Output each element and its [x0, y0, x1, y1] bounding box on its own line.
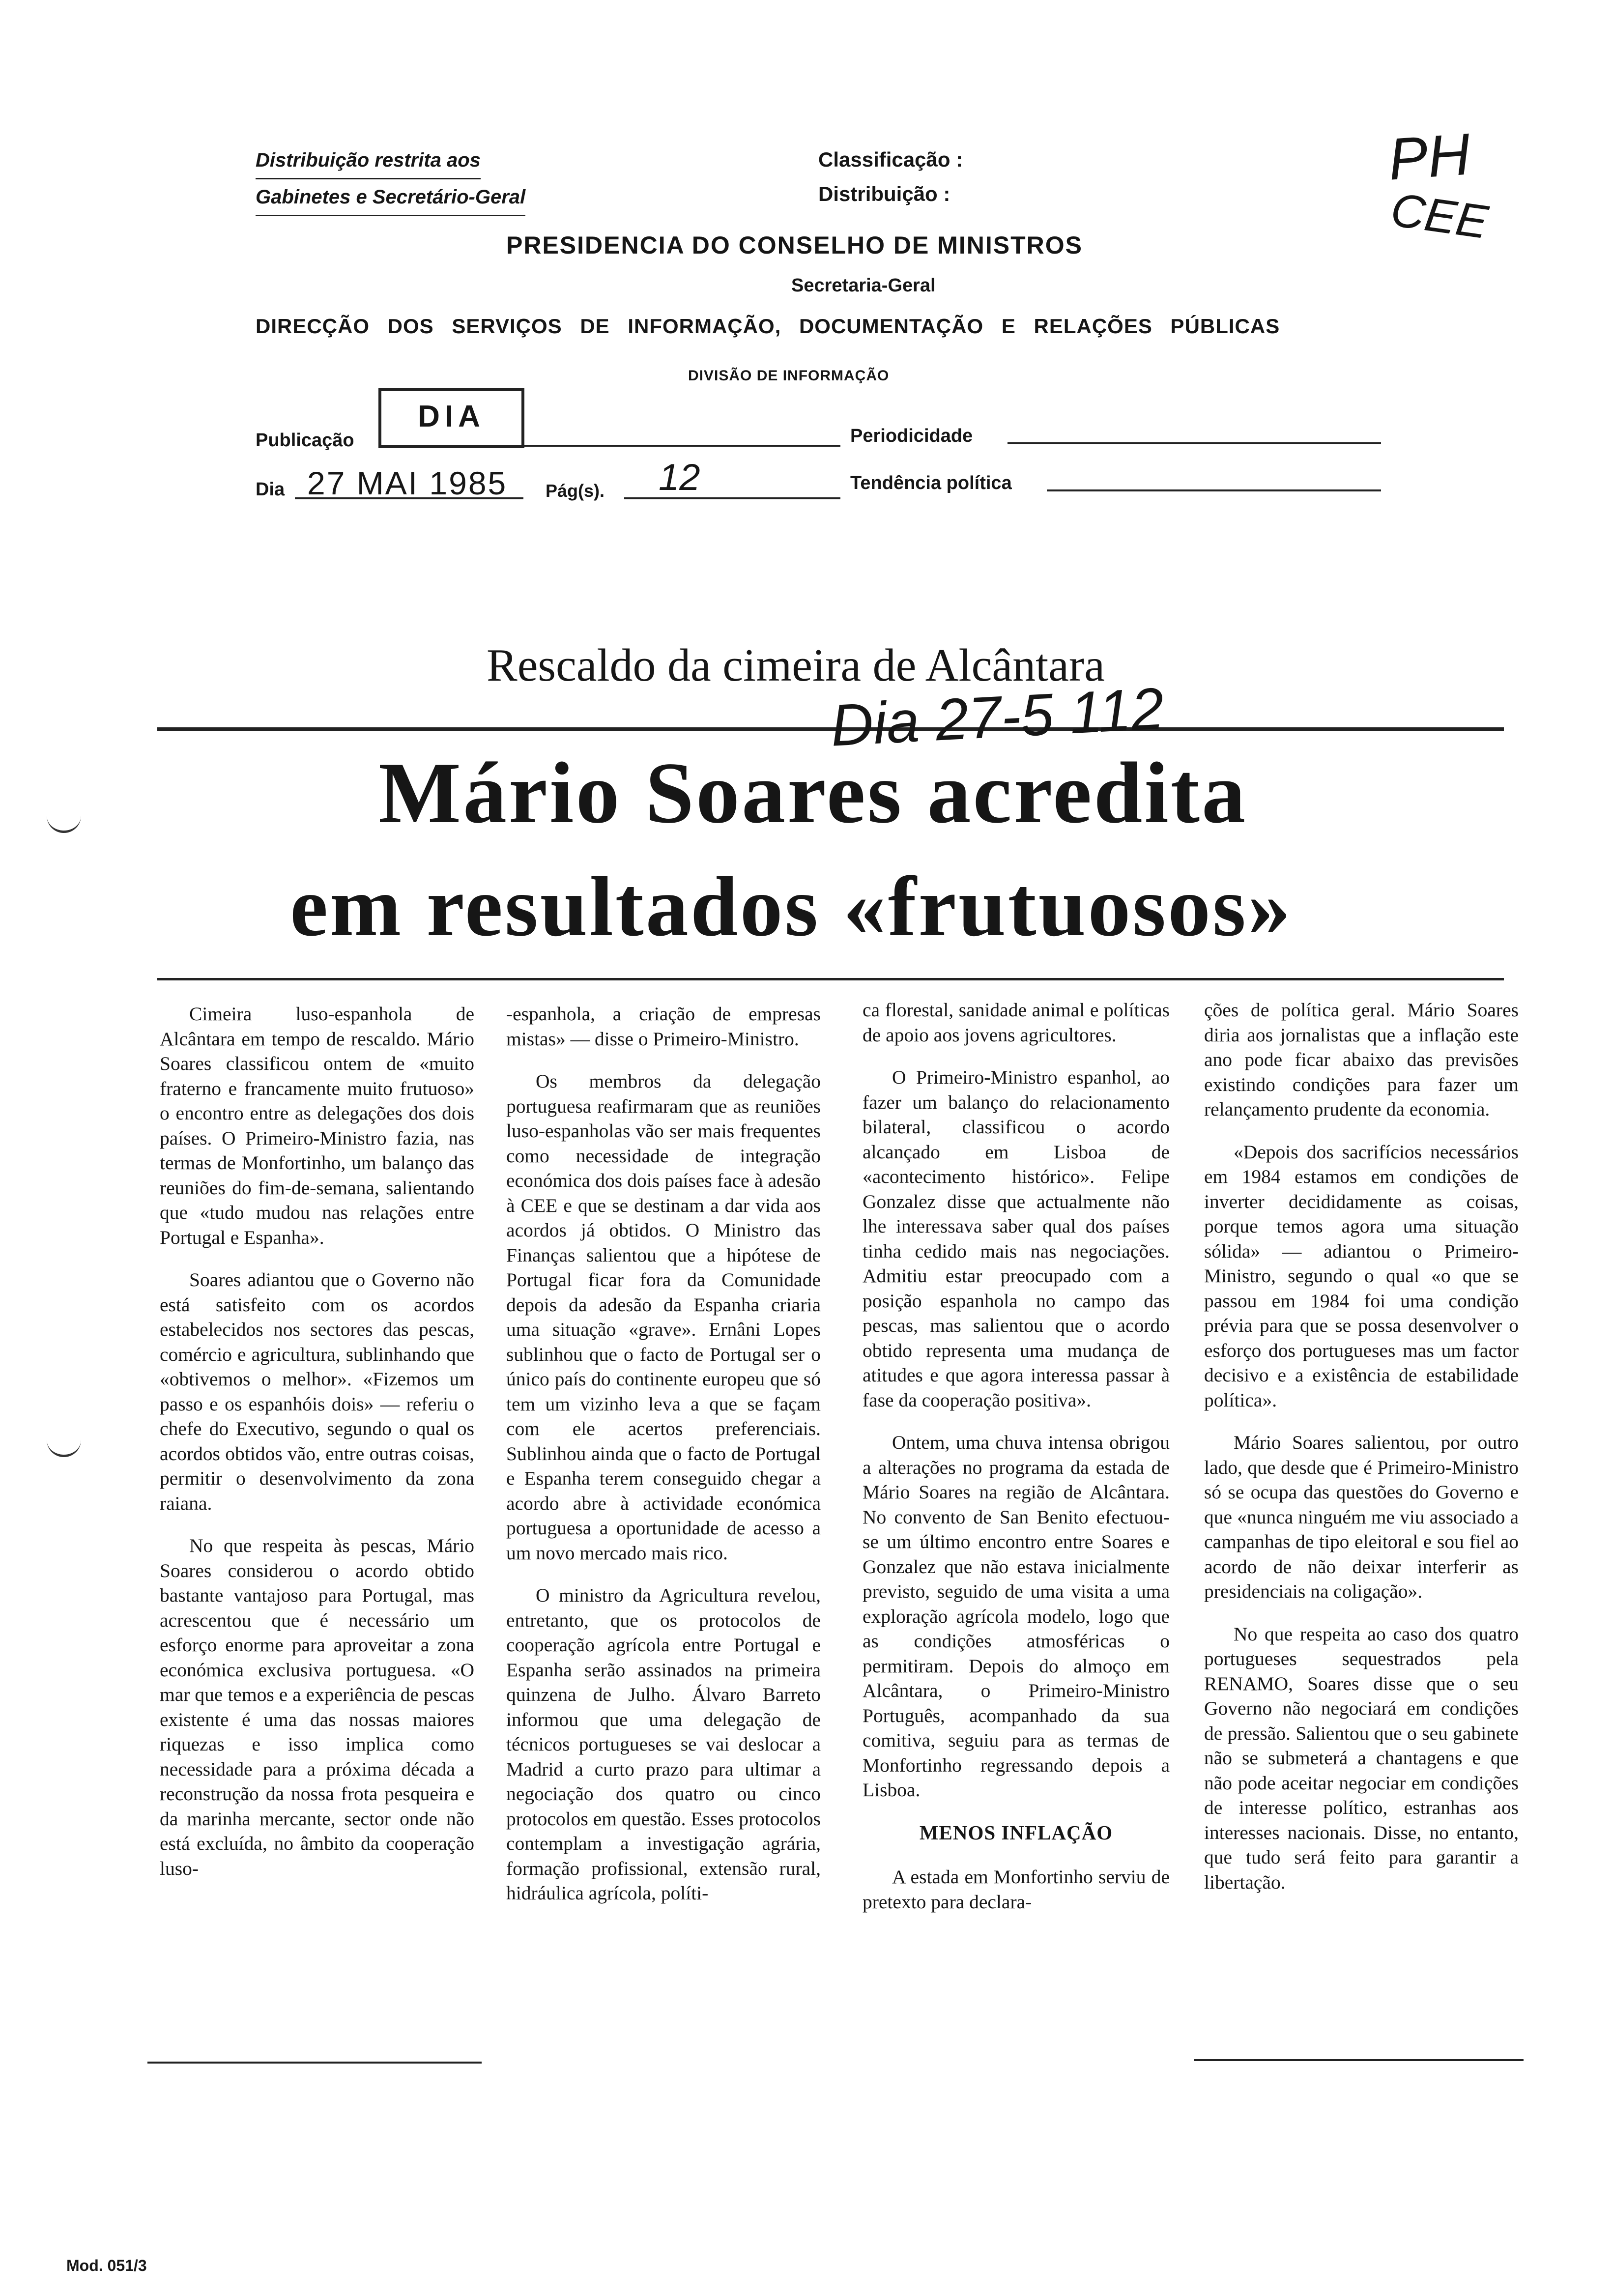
article-column-4 — [1204, 998, 1519, 1912]
article-column-3 — [863, 998, 1170, 1932]
form-code: Mod. 051/3 — [66, 2257, 147, 2274]
paragraph: Ontem, uma chuva intensa obrigou a alterações no programa da estada de Mário Soares na região de Alcântara. No convento de San Benito efectuou-se um último encontro entre Soares e Gonzalez que não estava inicialmente previsto, seguido de uma visita a uma exploração agrícola modelo, logo que as condições atmosféricas o permitiram. Depois do almoço em Alcântara, o Primeiro-Ministro Português, acompanhado da sua comitiva, seguiu para as termas de Monfortinho regressando depois a Lisboa. — [863, 1432, 1170, 1801]
directorate-title: DIRECÇÃO DOS SERVIÇOS DE INFORMAÇÃO, DOCUMENTAÇÃO E RELAÇÕES PÚBLICAS — [256, 315, 1280, 338]
subheading: MENOS INFLAÇÃO — [919, 1821, 1113, 1844]
paragraph: O Primeiro-Ministro espanhol, ao fazer um balanço do relacionamento bilateral, classificou o acordo alcançado em Lisboa de «acontecimento histórico». Felipe Gonzalez disse que actualmente não lhe interessava saber qual dos países tinha cedido mais nas negociações. Admitiu estar preocupado com a posição espanhola no campo das pescas, mas salientou que o acordo obtido representa uma mudança de atitudes e que agora interessa passar à fase da cooperação positiva». — [863, 1066, 1170, 1411]
paragraph: Cimeira luso-espanhola de Alcântara em tempo de rescaldo. Mário Soares classificou ontem de «muito fraterno e francamente muito frutuoso» o encontro entre as delegações dos dois países. O Primeiro-Ministro fazia, nas termas de Monfortinho, um balanço das reuniões do fim-de-semana, salientando que «tudo mudou nas relações entre Portugal e Espanha». — [160, 1003, 474, 1248]
periodicity-label: Periodicidade — [850, 426, 973, 446]
division-title: DIVISÃO DE INFORMAÇÃO — [688, 368, 890, 384]
paragraph: ca florestal, sanidade animal e políticas de apoio aos jovens agricultores. — [863, 999, 1170, 1046]
distribution-note-line1: Distribuição restrita aos — [256, 143, 481, 179]
paragraph: A estada em Monfortinho serviu de pretexto para declara- — [863, 1866, 1170, 1913]
handwritten-date-annotation: Dia 27-5 112 — [829, 675, 1166, 759]
column-1-bottom-rule — [147, 2062, 482, 2064]
publication-field-line — [521, 445, 840, 447]
classification-block — [818, 143, 963, 211]
headline-line-1: Mário Soares acredita — [378, 744, 1248, 841]
pages-field-line — [624, 497, 840, 499]
paragraph: «Depois dos sacrifícios necessários em 1984 estamos em condições de inverter decididamente as coisas, porque temos agora uma situação sólida» — adiantou o Primeiro-Ministro, segundo o qual «o que se passou em 1984 foi uma condição prévia para que se possa desenvolver o esforço dos portugueses mas um factor decisivo e a existência de estabilidade política». — [1204, 1141, 1519, 1411]
article-kicker: Rescaldo da cimeira de Alcântara — [487, 640, 1105, 691]
publication-label: Publicação — [256, 430, 354, 451]
column-4-bottom-rule — [1194, 2059, 1524, 2061]
article-column-1 — [160, 1002, 474, 1898]
punch-hole-mark — [47, 811, 81, 833]
article-column-2 — [506, 1002, 821, 1923]
pages-label: Pág(s). — [546, 481, 605, 501]
distribution-restriction-note — [256, 143, 525, 216]
paragraph: Mário Soares salientou, por outro lado, que desde que é Primeiro-Ministro só se ocupa das questões do Governo e que «nunca ninguém me viu associado a campanhas de tipo eleitoral e sou fiel ao acordo de não deixar interferir as presidenciais na coligação». — [1204, 1432, 1519, 1602]
publication-value: DIA — [418, 400, 485, 433]
punch-hole-mark — [47, 1435, 81, 1457]
headline-bottom-rule — [157, 978, 1504, 980]
classification-label: Classificação : — [818, 148, 963, 171]
handwritten-cee: CEE — [1387, 183, 1491, 249]
periodicity-field-line — [1008, 442, 1381, 444]
publication-box — [378, 388, 524, 448]
ministry-title: PRESIDENCIA DO CONSELHO DE MINISTROS — [506, 231, 1083, 259]
distribution-note-line2: Gabinetes e Secretário-Geral — [256, 179, 525, 216]
secretariat-title: Secretaria-Geral — [791, 275, 936, 296]
pages-value: 12 — [659, 457, 700, 498]
handwritten-initials: PH — [1386, 121, 1473, 193]
tendency-field-line — [1047, 489, 1381, 491]
paragraph: Soares adiantou que o Governo não está satisfeito com os acordos estabelecidos nos sectores das pescas, comércio e agricultura, sublinhando que «obtivemos o melhor». «Fizemos um passo e os espanhóis dois» — referiu o chefe do Executivo, segundo o qual os acordos obtidos vão, entre outras coisas, permitir o desenvolvimento da zona raiana. — [160, 1269, 474, 1514]
paragraph: O ministro da Agricultura revelou, entretanto, que os protocolos de cooperação agrícola entre Portugal e Espanha serão assinados na primeira quinzena de Julho. Álvaro Barreto informou que uma delegação de técnicos portugueses se vai deslocar a Madrid a curto prazo para ultimar a negociação dos quatro ou cinco protocolos em questão. Esses protocolos contemplam a investigação agrária, formação profissional, extensão rural, hidráulica agrícola, políti- — [506, 1584, 821, 1904]
paragraph: Os membros da delegação portuguesa reafirmaram que as reuniões luso-espanholas vão ser mais frequentes como necessidade de integração económica dos dois países face à adesão à CEE e que se destinam a dar vida aos acordos já obtidos. O Ministro das Finanças salientou que a hipótese de Portugal ficar fora da Comunidade depois da adesão da Espanha criaria uma situação «grave». Ernâni Lopes sublinhou que o facto de Portugal ser o único país do continente europeu que só tem um vizinho leva a que se façam com ele acertos preferenciais. Sublinhou ainda que o facto de Portugal e Espanha terem conseguido chegar a acordo abre à actividade económica portuguesa a oportunidade de acesso a um novo mercado mais rico. — [506, 1070, 821, 1564]
date-label: Dia — [256, 479, 285, 500]
headline-line-2: em resultados «frutuosos» — [290, 859, 1293, 954]
paragraph: -espanhola, a criação de empresas mistas» — disse o Primeiro-Ministro. — [506, 1003, 821, 1050]
date-stamp: 27 MAI 1985 — [307, 465, 508, 501]
paragraph: No que respeita ao caso dos quatro portugueses sequestrados pela RENAMO, Soares disse que o seu Governo não negociará em condições de pressão. Salientou que o seu gabinete não se submeterá a chantagens e que não pode aceitar negociar em condições de interesse político, estranhas aos interesses nacionais. Disse, no entanto, que tudo será feito para garantir a libertação. — [1204, 1623, 1519, 1893]
date-field-line — [295, 497, 523, 499]
paragraph: ções de política geral. Mário Soares diria aos jornalistas que a inflação este ano pode ficar abaixo das previsões existindo condições para fazer um relançamento prudente da economia. — [1204, 999, 1519, 1120]
tendency-label: Tendência política — [850, 473, 1012, 493]
paragraph: No que respeita às pescas, Mário Soares considerou o acordo obtido bastante vantajoso para Portugal, mas acrescentou que é necessário um esforço enorme para aproveitar a zona económica exclusiva portuguesa. «O mar que temos e a experiência de pescas existente é uma das nossas maiores riquezas e isso implica como necessidade para a próxima década a reconstrução da nossa frota pesqueira e da marinha mercante, sector onde não está excluída, no âmbito da cooperação luso- — [160, 1535, 474, 1879]
distribution-label: Distribuição : — [818, 182, 950, 205]
